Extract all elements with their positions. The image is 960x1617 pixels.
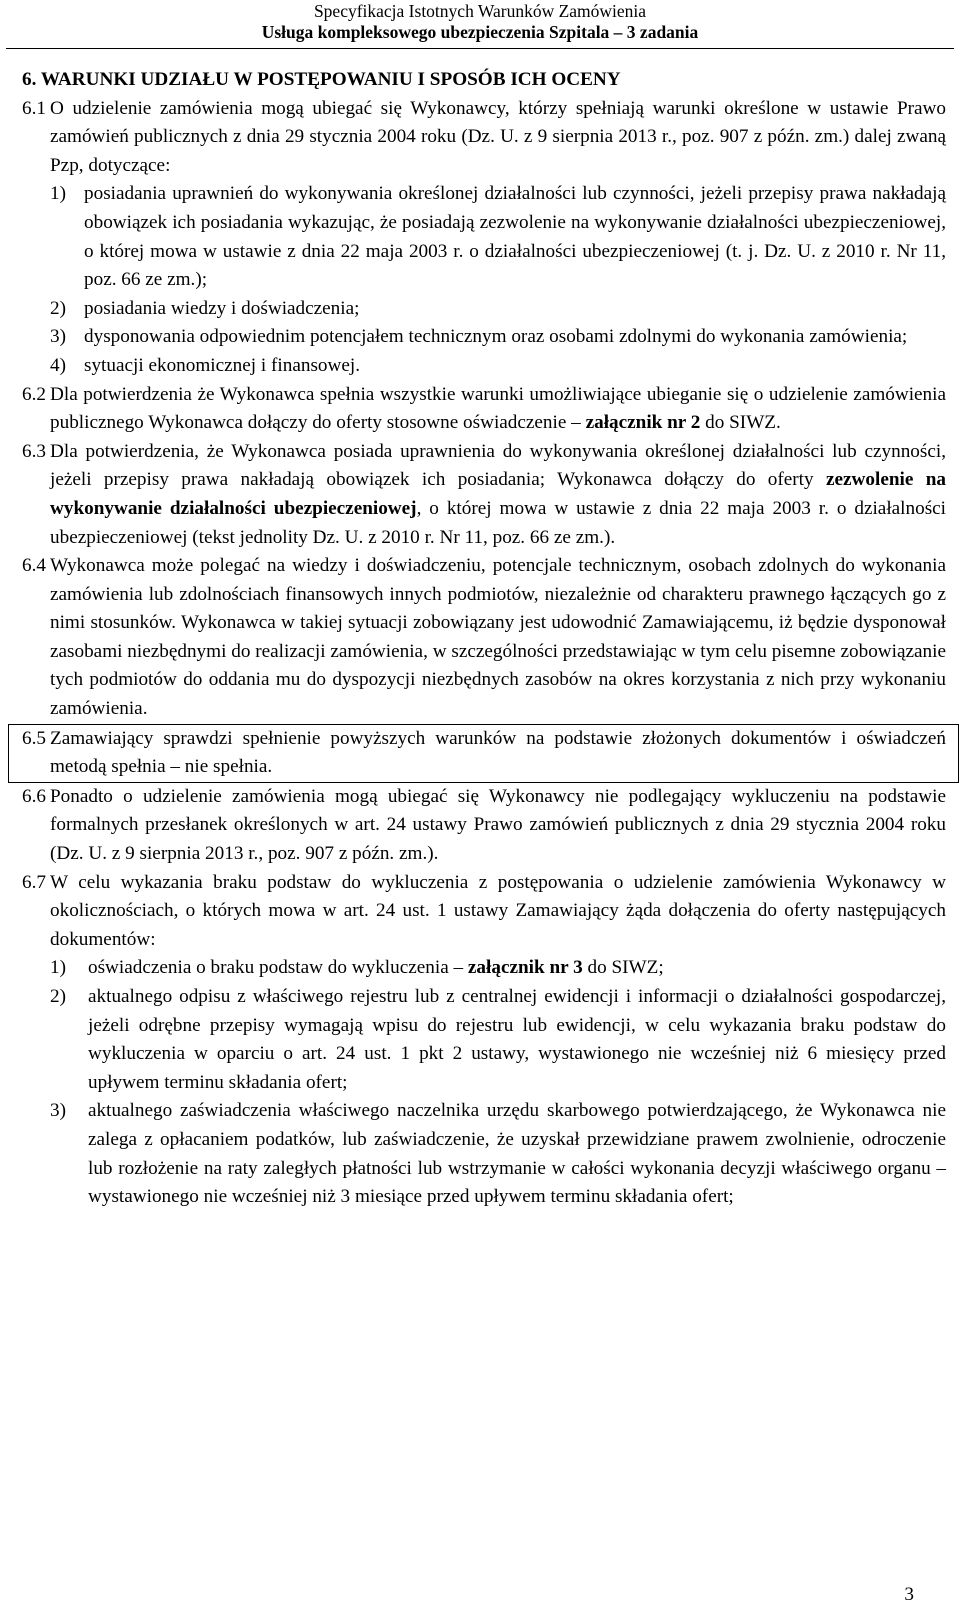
header-document-title: Specyfikacja Istotnych Warunków Zamówienia — [313, 1, 647, 21]
list-item-number: 4) — [50, 354, 66, 376]
paragraph-6-7 — [22, 869, 946, 955]
list-item-text: oświadczenia o braku podstaw do wykluczenia – — [88, 957, 468, 979]
document-body — [22, 66, 946, 1212]
header-divider — [6, 48, 954, 49]
list-item-text: aktualnego odpisu z właściwego rejestru lub z centralnej ewidencji i informacji o działalności gospodarczej, jeżeli odrębne przepisy wymagają wpisu do rejestru lub ewidencji, w celu wykazania braku podstaw do wykluczenia w oparciu o art. 24 ust. 1 pkt 2 ustawy, wystawionego nie wcześniej niż 6 miesięcy przed upływem terminu składania ofert; — [88, 986, 946, 1093]
list-item-text: dysponowania odpowiednim potencjałem technicznym oraz osobami zdolnymi do wykonania zamówienia; — [84, 326, 908, 348]
paragraph-text: Dla potwierdzenia że Wykonawca spełnia wszystkie warunki umożliwiające ubieganie się o udzielenie zamówienia publicznego Wykonawca dołączy do oferty stosowne oświadczenie – — [50, 383, 946, 434]
paragraph-number: 6.6 — [22, 785, 46, 807]
paragraph-text: O udzielenie zamówienia mogą ubiegać się Wykonawcy, którzy spełniają warunki określone w ustawie Prawo zamówień publicznych z dnia 29 stycznia 2004 roku (Dz. U. z 9 sierpnia 2013 r., poz. 907 z późn. zm.) dalej zwaną Pzp, dotyczące: — [50, 97, 946, 176]
paragraph-text: Zamawiający sprawdzi spełnienie powyższych warunków na podstawie złożonych dokumentów i oświadczeń metodą spełnia – nie spełnia. — [50, 727, 946, 778]
paragraph-number: 6.5 — [22, 727, 46, 749]
attachment-reference: załącznik nr 3 — [467, 957, 583, 979]
paragraph-6-4 — [22, 552, 946, 724]
section-title: 6. WARUNKI UDZIAŁU W POSTĘPOWANIU I SPOSÓB ICH OCENY — [22, 69, 621, 90]
paragraph-number: 6.1 — [22, 97, 46, 119]
paragraph-text: W celu wykazania braku podstaw do wykluczenia z postępowania o udzielenie zamówienia Wykonawcy w okolicznościach, o których mowa w art. 24 ust. 1 ustawy Zamawiający żąda dołączenia do oferty następujących dokumentów: — [50, 871, 946, 950]
list-item-text: aktualnego zaświadczenia właściwego naczelnika urzędu skarbowego potwierdzającego, że Wykonawca nie zalega z opłacaniem podatków, lub zaświadczenie, że uzyskał przewidziane prawem zwolnienie, odroczenie lub rozłożenie na raty zaległych płatności lub wstrzymanie w całości wykonania decyzji właściwego organu – wystawionego nie wcześniej niż 3 miesiące przed upływem terminu składania ofert; — [88, 1100, 946, 1208]
list-item-text: posiadania wiedzy i doświadczenia; — [84, 297, 360, 319]
list-item-number: 1) — [50, 957, 66, 979]
page-header — [0, 0, 960, 51]
list-item-number: 2) — [50, 297, 66, 319]
list-item-number: 2) — [50, 986, 66, 1007]
permit-emphasis: zezwolenie na wykonywanie działalności ubezpieczeniowej — [50, 469, 946, 519]
paragraph-6-6 — [22, 783, 946, 869]
paragraph-number: 6.4 — [22, 555, 46, 577]
header-subject: Usługa kompleksowego ubezpieczenia Szpitala – 3 zadania — [261, 22, 699, 42]
paragraph-number: 6.7 — [22, 871, 46, 893]
paragraph-6-5-boxed — [8, 724, 959, 783]
paragraph-number: 6.3 — [22, 440, 46, 462]
paragraph-text-end: , o której mowa w ustawie z dnia 22 maja 2003 r. o działalności ubezpieczeniowej (tekst jednolity Dz. U. z 2010 r. Nr 11, poz. 66 ze zm.). — [50, 497, 947, 548]
list-item-number: 3) — [50, 1100, 66, 1122]
paragraph-number: 6.2 — [22, 383, 46, 405]
paragraph-text: Dla potwierdzenia, że Wykonawca posiada uprawnienia do wykonywania określonej działalności lub czynności, jeżeli przepisy prawa nakładają obowiązek ich posiadania; Wykonawca dołączy do oferty — [50, 440, 946, 491]
list-item-number: 3) — [50, 326, 66, 348]
list-item-text-end: do SIWZ; — [582, 957, 664, 979]
list-item — [22, 295, 946, 324]
paragraph-6-3 — [22, 438, 946, 552]
paragraph-6-1 — [22, 95, 946, 181]
paragraph-6-2 — [22, 381, 946, 438]
list-item — [22, 954, 946, 983]
list-item — [22, 983, 946, 1097]
list-item-text: sytuacji ekonomicznej i finansowej. — [84, 354, 361, 376]
list-item-text: posiadania uprawnień do wykonywania określonej działalności lub czynności, jeżeli przepisy prawa nakładają obowiązek ich posiadania wykazując, że posiadają zezwolenie na wykonywanie działalności ubezpieczeniowej, o której mowa w ustawie z dnia 22 maja 2003 r. o działalności ubezpieczeniowej (t. j. Dz. U. z 2010 r. Nr 11, poz. 66 ze zm.); — [84, 183, 946, 291]
list-item-number: 1) — [50, 183, 66, 205]
paragraph-text-end: do SIWZ. — [700, 412, 781, 434]
paragraph-text: Ponadto o udzielenie zamówienia mogą ubiegać się Wykonawcy nie podlegający wykluczeniu na podstawie formalnych przesłanek określonych w art. 24 ustawy Prawo zamówień publicznych z dnia 29 stycznia 2004 roku (Dz. U. z 9 sierpnia 2013 r., poz. 907 z późn. zm.). — [50, 785, 946, 865]
page-number: 3 — [904, 1584, 914, 1605]
paragraph-text: Wykonawca może polegać na wiedzy i doświadczeniu, potencjale technicznym, osobach zdolnych do wykonania zamówienia lub zdolnościach finansowych innych podmiotów, niezależnie od charakteru prawnego łączących go z nimi stosunków. Wykonawca w takiej sytuacji zobowiązany jest udowodnić Zamawiającemu, iż będzie dysponował zasobami niezbędnymi do realizacji zamówienia, w szczególności przedstawiając w tym celu pisemne zobowiązanie tych podmiotów do oddania mu do dyspozycji niezbędnych zasobów na okres korzystania z nich przy wykonaniu zamówienia. — [50, 555, 946, 720]
attachment-reference: załącznik nr 2 — [585, 412, 701, 434]
list-item — [22, 352, 946, 381]
list-item — [22, 323, 946, 352]
list-item — [22, 1097, 946, 1211]
list-item — [22, 180, 946, 294]
